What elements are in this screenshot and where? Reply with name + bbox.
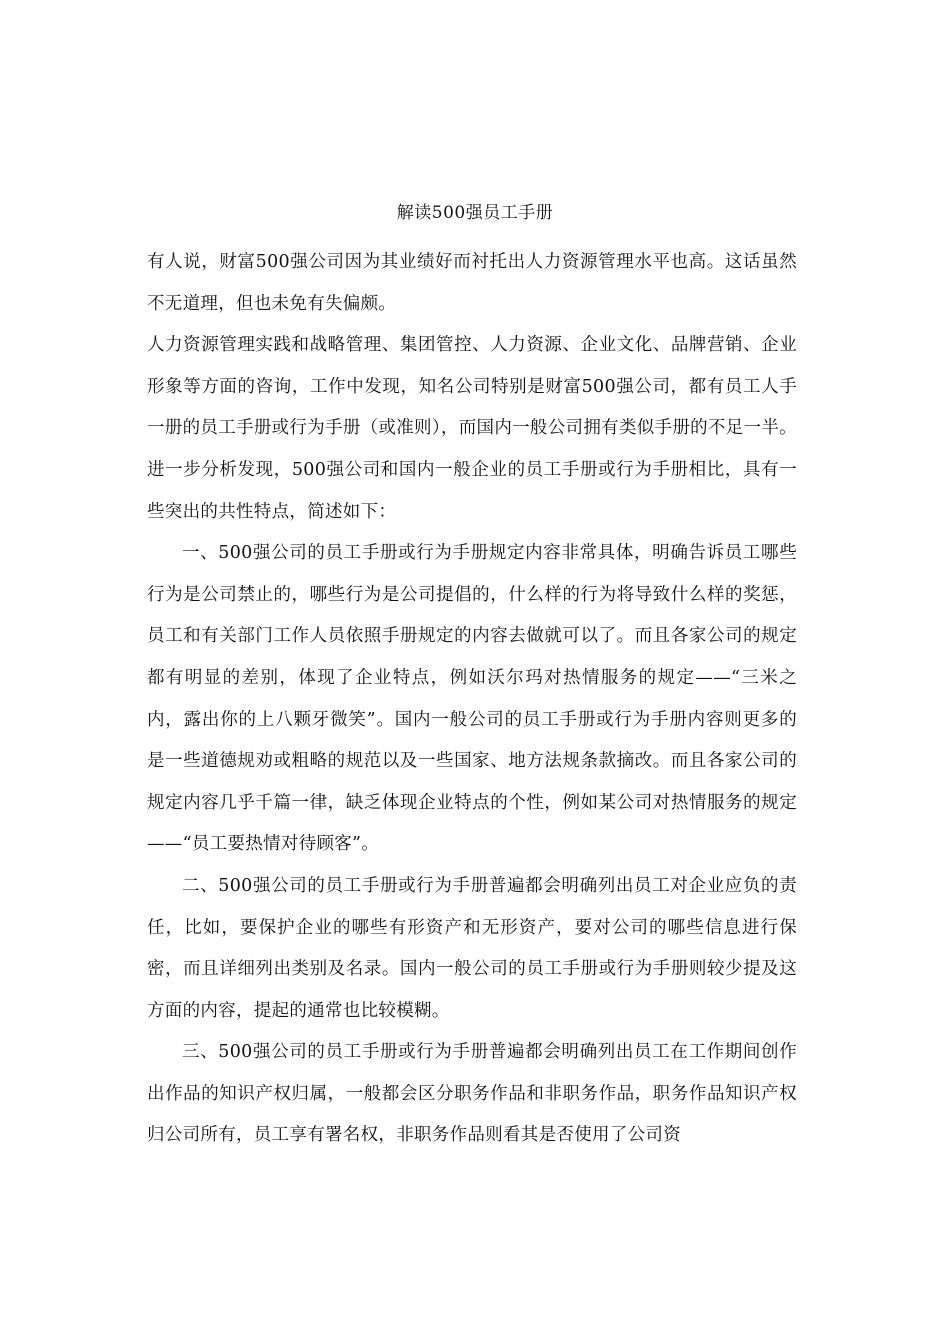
paragraph-point-three: 三、500强公司的员工手册或行为手册普遍都会明确列出员工在工作期间创作出作品的知识产权归属，一般都会区分职务作品和非职务作品，职务作品知识产权归公司所有，员工享有署名权，非职务作品则看其是否使用了公司资	[147, 1042, 797, 1146]
paragraph-point-two: 二、500强公司的员工手册或行为手册普遍都会明确列出员工对企业应负的责任，比如，要保护企业的哪些有形资产和无形资产，要对公司的哪些信息进行保密，而且详细列出类别及名录。国内一般公司的员工手册或行为手册则较少提及这方面的内容，提起的通常也比较模糊。	[147, 875, 797, 1021]
paragraph-point-one: 一、500强公司的员工手册或行为手册规定内容非常具体，明确告诉员工哪些行为是公司禁止的，哪些行为是公司提倡的，什么样的行为将导致什么样的奖惩，员工和有关部门工作人员依照手册规定的内容去做就可以了。而且各家公司的规定都有明显的差别，体现了企业特点，例如沃尔玛对热情服务的规定——“三米之内，露出你的上八颗牙微笑”。国内一般公司的员工手册或行为手册内容则更多的是一些道德规劝或粗略的规范以及一些国家、地方法规条款摘改。而且各家公司的规定内容几乎千篇一律，缺乏体现企业特点的个性，例如某公司对热情服务的规定——“员工要热情对待顾客”。	[147, 543, 797, 855]
paragraph-context: 人力资源管理实践和战略管理、集团管控、人力资源、企业文化、品牌营销、企业形象等方面的咨询，工作中发现，知名公司特别是财富500强公司，都有员工人手一册的员工手册或行为手册（或准则），而国内一般公司拥有类似手册的不足一半。进一步分析发现，500强公司和国内一般企业的员工手册或行为手册相比，具有一些突出的共性特点，简述如下：	[147, 335, 797, 522]
document-title: 解读500强员工手册	[396, 203, 554, 223]
document-body	[147, 242, 797, 1157]
paragraph-intro: 有人说，财富500强公司因为其业绩好而衬托出人力资源管理水平也高。这话虽然不无道理，但也未免有失偏颇。	[147, 252, 797, 314]
